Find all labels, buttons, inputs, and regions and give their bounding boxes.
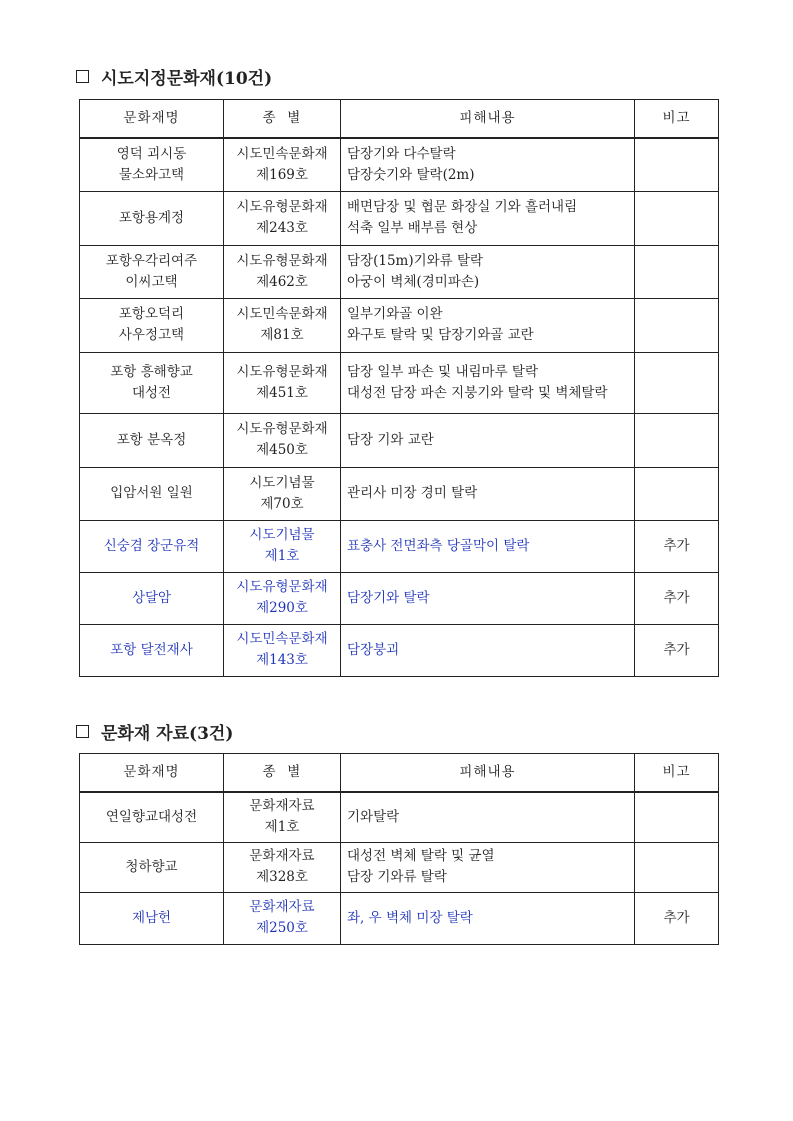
heritage-type-line: 시도유형문화재 (236, 252, 328, 269)
heritage-name (80, 842, 224, 892)
heritage-name (80, 138, 224, 191)
table-row (80, 467, 719, 520)
heritage-name-line: 청하향교 (125, 858, 178, 875)
damage-description (341, 191, 635, 245)
heritage-type-line: 시도기념물 (249, 527, 315, 543)
table-row (80, 520, 719, 572)
heritage-name-line: 포항우각리여주 (105, 252, 198, 269)
note-cell (635, 352, 719, 413)
table-row (80, 572, 719, 624)
heritage-name-line: 입암서원 일원 (110, 485, 193, 501)
section-title-designated (76, 64, 272, 89)
heritage-type (224, 792, 341, 842)
heritage-type-line: 제243호 (256, 220, 308, 236)
heritage-type (224, 352, 341, 413)
heritage-type-line: 제462호 (256, 273, 308, 290)
damage-description-line: 대성전 담장 파손 지붕기와 탈락 및 벽체탈락 (347, 384, 608, 401)
table-row (80, 191, 719, 245)
damage-description (341, 298, 635, 352)
note-cell: 추가 (635, 520, 719, 572)
table-row (80, 413, 719, 467)
heritage-type (224, 467, 341, 520)
section-title-materials (76, 719, 233, 744)
heritage-name-line: 이씨고택 (125, 273, 178, 290)
designated-heritage-table (79, 99, 719, 677)
damage-description (341, 792, 635, 842)
checkbox-square-icon (76, 725, 89, 738)
table-header-row (80, 754, 719, 793)
heritage-name-line: 영덕 괴시동 (116, 145, 187, 162)
table-row (80, 138, 719, 191)
table-row (80, 624, 719, 676)
heritage-type-line: 시도기념물 (249, 474, 315, 491)
damage-description (341, 572, 635, 624)
heritage-type (224, 624, 341, 676)
header-damage: 피해내용 (341, 754, 635, 793)
damage-description (341, 352, 635, 413)
damage-description-line: 배면담장 및 협문 화장실 기와 흘러내림 (347, 199, 578, 215)
damage-description-line: 담장(15m)기와류 탈락 (347, 252, 484, 269)
damage-description-line: 담장 일부 파손 및 내림마루 탈락 (347, 363, 538, 380)
damage-description-line: 표충사 전면좌측 당골막이 탈락 (347, 537, 530, 554)
table-row (80, 792, 719, 842)
note-cell: 추가 (635, 892, 719, 944)
heritage-name-line: 포항 달전재사 (110, 641, 193, 658)
damage-description (341, 624, 635, 676)
heritage-name (80, 792, 224, 842)
note-cell (635, 138, 719, 191)
heritage-type (224, 298, 341, 352)
note-cell (635, 842, 719, 892)
heritage-type-line: 시도유형문화재 (236, 199, 328, 215)
header-type: 종 별 (224, 754, 341, 793)
heritage-type (224, 413, 341, 467)
heritage-name-line: 포항 흥해향교 (110, 363, 193, 380)
damage-description-line: 좌, 우 벽체 미장 탈락 (347, 909, 473, 926)
heritage-type-line: 제1호 (264, 548, 300, 564)
damage-description-line: 담장 기와 교란 (347, 431, 434, 448)
checkbox-square-icon (76, 70, 89, 83)
table-row (80, 352, 719, 413)
heritage-name-line: 포항용계정 (118, 209, 185, 226)
heritage-type (224, 245, 341, 298)
note-cell (635, 191, 719, 245)
heritage-name (80, 572, 224, 624)
note-cell (635, 792, 719, 842)
heritage-name-line: 상달암 (131, 589, 172, 606)
section-title-text: 문화재 자료(3건) (101, 724, 234, 744)
heritage-type-line: 제143호 (256, 652, 308, 668)
damage-description (341, 467, 635, 520)
heritage-name (80, 467, 224, 520)
header-note: 비고 (635, 100, 719, 139)
heritage-type (224, 138, 341, 191)
heritage-type-line: 문화재자료 (249, 899, 315, 915)
table-body (80, 138, 719, 676)
note-cell (635, 245, 719, 298)
table-row (80, 298, 719, 352)
heritage-name-line: 제남헌 (131, 909, 172, 926)
heritage-type-line: 시도민속문화재 (236, 631, 328, 647)
damage-description-line: 석축 일부 배부름 현상 (347, 220, 478, 236)
damage-description-line: 담장기와 탈락 (347, 589, 430, 606)
heritage-type-line: 문화재자료 (249, 798, 315, 815)
section-title-text: 시도지정문화재(10건) (101, 69, 273, 89)
damage-description-line: 담장 기와류 탈락 (347, 869, 447, 885)
note-cell: 추가 (635, 624, 719, 676)
table-row (80, 892, 719, 944)
heritage-name-line: 포항 분옥정 (116, 431, 187, 448)
damage-description (341, 245, 635, 298)
header-type: 종 별 (224, 100, 341, 139)
damage-description-line: 대성전 벽체 탈락 및 균열 (347, 848, 495, 864)
heritage-type-line: 시도유형문화재 (236, 579, 328, 595)
heritage-type-line: 제290호 (256, 600, 308, 616)
header-damage: 피해내용 (341, 100, 635, 139)
damage-description (341, 892, 635, 944)
heritage-type (224, 572, 341, 624)
heritage-name-line: 포항오덕리 (118, 306, 185, 322)
table-row (80, 245, 719, 298)
heritage-name (80, 624, 224, 676)
damage-description-line: 일부기와골 이완 (347, 306, 443, 322)
damage-description (341, 138, 635, 191)
heritage-name (80, 298, 224, 352)
damage-description-line: 관리사 미장 경미 탈락 (347, 485, 478, 501)
heritage-materials-table (79, 753, 719, 945)
note-cell (635, 298, 719, 352)
heritage-type-line: 문화재자료 (249, 848, 315, 864)
header-name: 문화재명 (80, 100, 224, 139)
note-cell: 추가 (635, 572, 719, 624)
heritage-type-line: 제450호 (256, 442, 308, 458)
heritage-name (80, 245, 224, 298)
damage-description (341, 413, 635, 467)
heritage-name-line: 물소와고택 (118, 166, 185, 183)
damage-description-line: 기와탈락 (347, 808, 400, 825)
heritage-name-line: 사우정고택 (118, 327, 185, 343)
heritage-type (224, 191, 341, 245)
heritage-type-line: 시도유형문화재 (236, 421, 328, 437)
heritage-type-line: 제81호 (260, 327, 304, 343)
header-name: 문화재명 (80, 754, 224, 793)
heritage-name (80, 892, 224, 944)
damage-description (341, 842, 635, 892)
heritage-name (80, 413, 224, 467)
table-row (80, 842, 719, 892)
heritage-name (80, 352, 224, 413)
heritage-type-line: 시도유형문화재 (236, 363, 328, 380)
heritage-type-line: 제250호 (256, 920, 308, 936)
damage-description-line: 아궁이 벽체(경미파손) (347, 273, 480, 290)
table-body (80, 792, 719, 944)
table-header-row (80, 100, 719, 139)
note-cell (635, 413, 719, 467)
damage-description-line: 담장기와 다수탈락 (347, 145, 456, 162)
note-cell (635, 467, 719, 520)
heritage-type-line: 시도민속문화재 (236, 145, 328, 162)
heritage-name (80, 520, 224, 572)
heritage-type (224, 892, 341, 944)
heritage-type-line: 제451호 (256, 384, 308, 401)
heritage-name (80, 191, 224, 245)
damage-description-line: 담장숫기와 탈락(2m) (347, 166, 475, 183)
heritage-type-line: 제169호 (256, 166, 308, 183)
damage-description-line: 와구토 탈락 및 담장기와골 교란 (347, 327, 534, 343)
heritage-type-line: 제328호 (256, 869, 308, 885)
damage-description-line: 담장붕괴 (347, 641, 400, 658)
heritage-name-line: 연일향교대성전 (105, 808, 198, 825)
heritage-type (224, 842, 341, 892)
heritage-type (224, 520, 341, 572)
heritage-name-line: 대성전 (131, 384, 172, 401)
damage-description (341, 520, 635, 572)
heritage-type-line: 시도민속문화재 (236, 306, 328, 322)
header-note: 비고 (635, 754, 719, 793)
heritage-name-line: 신숭겸 장군유적 (103, 537, 200, 554)
heritage-type-line: 제1호 (264, 819, 300, 836)
heritage-type-line: 제70호 (260, 495, 304, 512)
